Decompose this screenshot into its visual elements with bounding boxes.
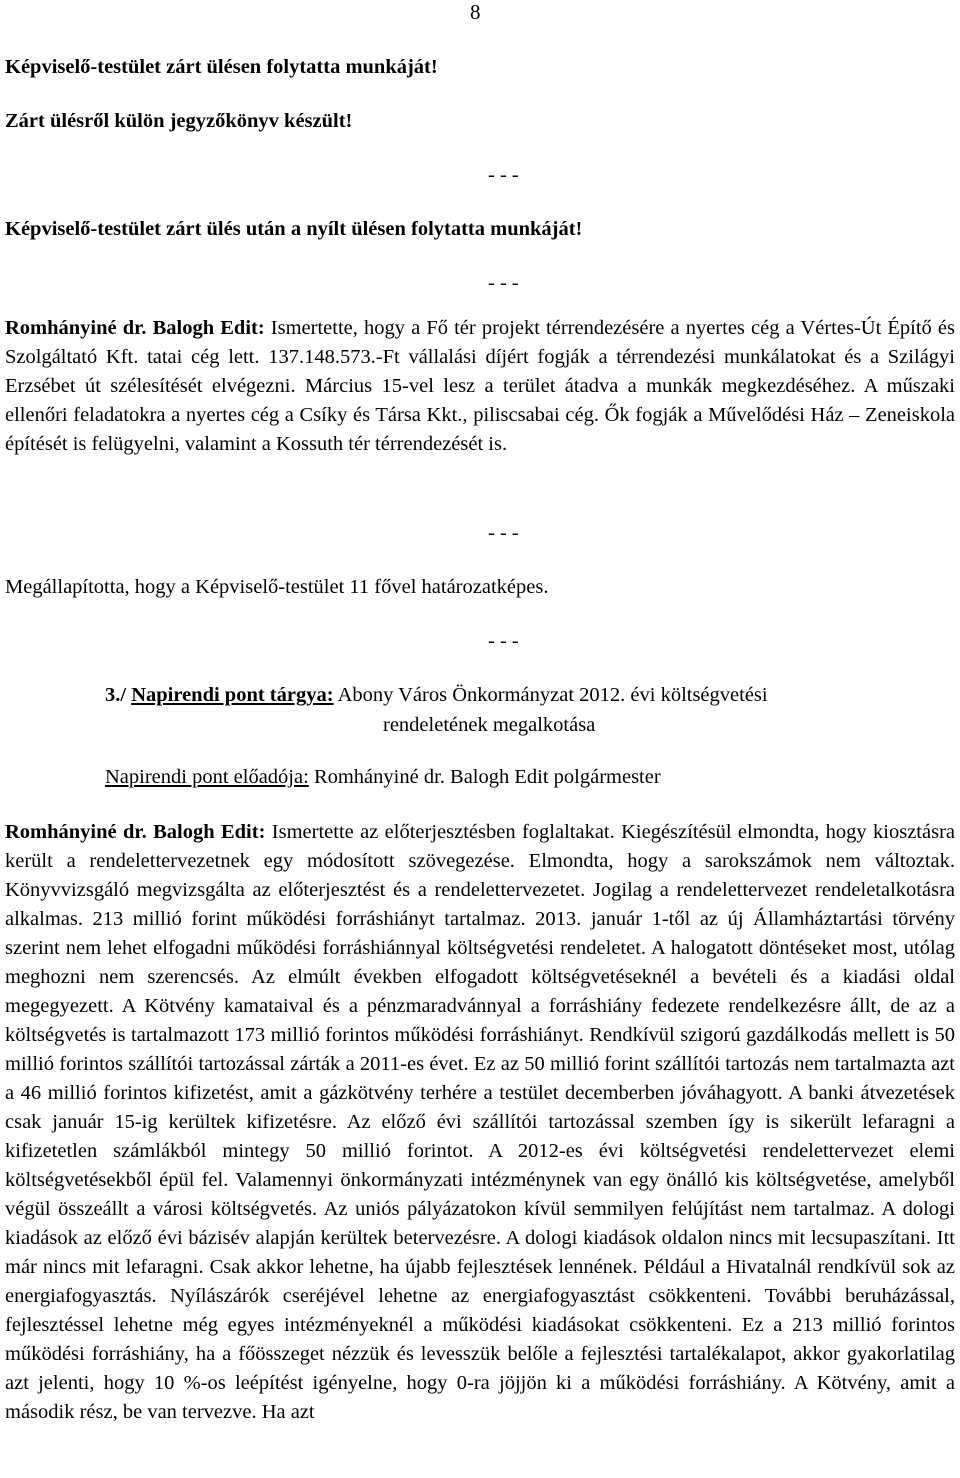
speech-text: Ismertette az előterjesztésben foglaltakat. Kiegészítésül elmondta, hogy kiosztásra került a rendelettervezetnek egy módosított szövegezése. Elmondta, hogy a sarokszámok nem változtak. Könyvvizsgáló megvizsgálta az előterjesztést és a rendelettervezetet. Jogilag a rendelettervezet rendeletalkotásra alkalmas. 213 millió forint működési forráshiányt tartalmaz. 2013. január 1-től az új Államháztartási törvény szerint nem lehet elfogadni működési forráshiánnyal költségvetési rendeletet. A halogatott döntéseket most, utólag meghozni nem szerencsés. Az elmúlt években elfogadott költségvetéseknél a bevételi és a kiadási oldal megegyezett. A Kötvény kamataival és a pénzmaradvánnyal a forráshiány fedezete rendelkezésre állt, de az a költségvetés is tartalmazott 173 millió forintos működési forráshiányt. Rendkívül szigorú gazdálkodás mellett is 50 millió forintos szállítói tartozással zárták a 2011-es évet. Ez az 50 millió forint szállítói tartozás nem tartalmazta azt a 46 millió forintos kifizetést, amit a gázkötvény terhére a testület decemberben jóváhagyott. A banki átvezetések csak január 15-ig kerültek kifizetésre. Az előző évi szállítói tartozással szemben így is sikerült lefaragni a kifizetetlen számlákból mintegy 50 millió forintot. A 2012-es évi költségvetési rendelettervezet elemi költségvetésekből épül fel. Valamennyi önkormányzati intézménynek van egy önálló kis költségvetése, amelyből végül összeállt a városi költségvetés. Az uniós pályázatokon kívül semmilyen felújítást nem tartalmaz. A dologi kiadások az előző évi bázisév alapján kerültek betervezésre. A dologi kiadások oldalon nincs mit lecsupaszítani. Itt már nincs mit lefaragni. Csak akkor lehetne, ha újabb fejlesztések lennének. Például a Hivatalnál rendkívül sok az energiafogyasztás. Nyílászárók cseréjével lehetne az energiafogyasztást csökkenteni. További beruházással, fejlesztéssel lehetne még egyes intézményeknél a működési kiadásokat csökkenteni. Ez a 213 millió forintos működési forráshiány, ha a főösszeget nézzük és levesszük belőle a fejlesztési tartalékalapot, akkor gyakorlatilag azt jelenti, hogy 10 %-os leépítést igényelne, hogy 0-ra jöjjön ki a működési forráshiány. A Kötvény, amit a második rész, be van tervezve. Ha azt <box>5 821 956 1423</box>
open-session-line: Képviselő-testület zárt ülés után a nyílt ülésen folytatta munkáját! <box>5 218 583 240</box>
agenda-subject-text-2: rendeletének megalkotása <box>383 714 596 736</box>
closed-session-line-2: Zárt ülésről külön jegyzőkönyv készült! <box>5 110 353 132</box>
page-number: 8 <box>470 0 481 24</box>
agenda-subject <box>105 684 768 707</box>
separator-4: - - - <box>488 630 519 652</box>
agenda-presenter-label: Napirendi pont előadója: <box>105 766 309 788</box>
agenda-subject-label: Napirendi pont tárgya: <box>131 684 334 706</box>
agenda-subject-text-1: Abony Város Önkormányzat 2012. évi költségvetési <box>337 684 768 706</box>
agenda-presenter-text: Romhányiné dr. Balogh Edit polgármester <box>313 766 661 788</box>
quorum-line: Megállapította, hogy a Képviselő-testület 11 fővel határozatképes. <box>5 576 549 598</box>
agenda-number: 3./ <box>105 684 127 706</box>
speech-text: Ismertette, hogy a Fő tér projekt térrendezésére a nyertes cég a Vértes-Út Építő és Szolgáltató Kft. tatai cég lett. 137.148.573.-Ft vállalási díjért fogják a térrendezési munkálatokat és a Szilágyi Erzsébet út szélesítését elvégezni. Március 15-vel lesz a terület átadva a munkák megkezdéséhez. A műszaki ellenőri feladatokra a nyertes cég a Csíky és Társa Kkt., piliscsabai cég. Ők fogják a Művelődési Ház – Zeneiskola építését is felügyelni, valamint a Kossuth tér térrendezését is. <box>5 317 955 455</box>
mayor-speech-1 <box>5 314 955 459</box>
separator-1: - - - <box>488 164 519 186</box>
separator-2: - - - <box>488 272 519 294</box>
closed-session-line-1: Képviselő-testület zárt ülésen folytatta munkáját! <box>5 56 438 78</box>
separator-3: - - - <box>488 522 519 544</box>
mayor-speech-2 <box>5 818 955 1427</box>
speaker-name: Romhányiné dr. Balogh Edit: <box>5 821 266 843</box>
agenda-presenter <box>105 766 661 789</box>
speaker-name: Romhányiné dr. Balogh Edit: <box>5 317 265 339</box>
